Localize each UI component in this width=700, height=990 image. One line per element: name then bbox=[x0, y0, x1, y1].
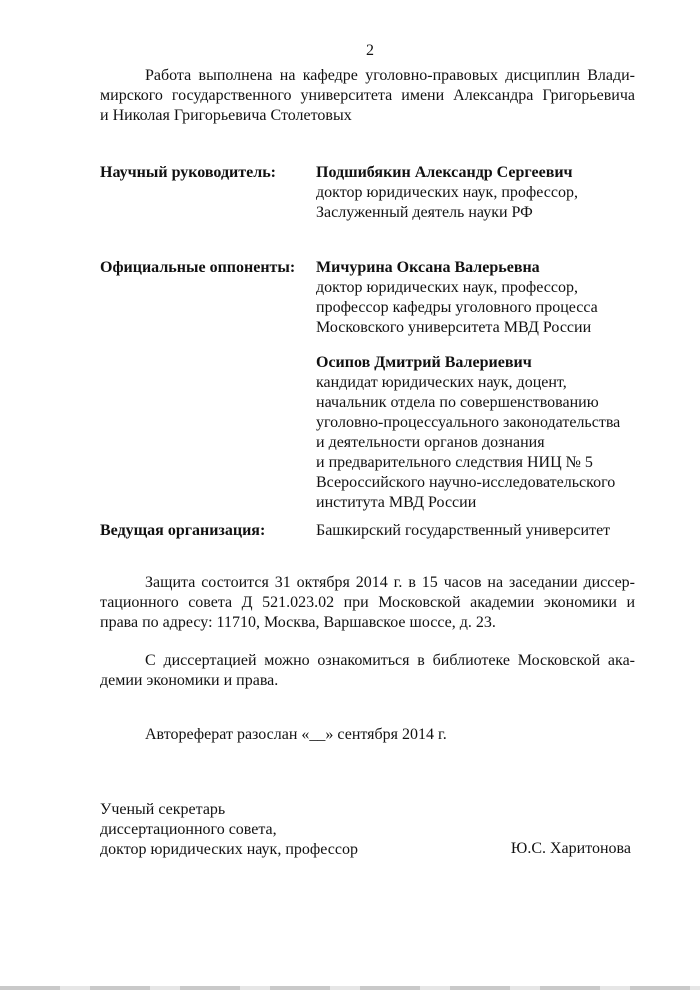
scan-edge-divider bbox=[0, 986, 700, 990]
distribution-line: Автореферат разослан «__» сентября 2014 г. bbox=[145, 726, 447, 743]
supervisor-block bbox=[316, 163, 646, 223]
defense-paragraph bbox=[100, 573, 635, 633]
opponent-detail: уголовно-процессуального законодательства bbox=[316, 414, 621, 431]
secretary-name: Ю.С. Харитонова bbox=[510, 840, 631, 857]
page-number: 2 bbox=[366, 42, 374, 59]
secretary-line: Ученый секретарь bbox=[100, 801, 226, 818]
opponent-detail: начальник отдела по совершенствованию bbox=[316, 394, 599, 411]
library-line: С диссертацией можно ознакомиться в библиотеке Московской ака- bbox=[145, 652, 635, 669]
opponent-detail: профессор кафедры уголовного процесса bbox=[316, 299, 598, 316]
intro-line: и Николая Григорьевича Столетовых bbox=[100, 107, 352, 124]
leading-org-name: Башкирский государственный университет bbox=[316, 522, 611, 539]
supervisor-detail: Заслуженный деятель науки РФ bbox=[316, 204, 533, 221]
intro-paragraph bbox=[100, 66, 635, 126]
defense-line: тационного совета Д 521.023.02 при Московской академии экономики и bbox=[100, 594, 635, 611]
opponent-detail: Всероссийского научно-исследовательского bbox=[316, 474, 616, 491]
opponents-label: Официальные оппоненты: bbox=[100, 259, 296, 276]
opponent-detail: института МВД России bbox=[316, 494, 477, 511]
secretary-block bbox=[100, 800, 358, 860]
defense-line: права по адресу: 11710, Москва, Варшавское шоссе, д. 23. bbox=[100, 614, 496, 631]
intro-line: Работа выполнена на кафедре уголовно-правовых дисциплин Влади- bbox=[145, 67, 635, 84]
library-line: демии экономики и права. bbox=[100, 672, 279, 689]
opponent-name: Осипов Дмитрий Валериевич bbox=[316, 354, 532, 371]
leading-org-block bbox=[316, 521, 646, 541]
distribution-paragraph bbox=[100, 725, 635, 745]
supervisor-label: Научный руководитель: bbox=[100, 164, 276, 181]
opponent-block bbox=[316, 258, 646, 338]
intro-line: мирского государственного университета имени Александра Григорьевича bbox=[100, 87, 635, 104]
opponent-detail: Московского университета МВД России bbox=[316, 319, 592, 336]
library-paragraph bbox=[100, 651, 635, 691]
opponent-name: Мичурина Оксана Валерьевна bbox=[316, 259, 540, 276]
supervisor-name: Подшибякин Александр Сергеевич bbox=[316, 164, 573, 181]
opponent-detail: и деятельности органов дознания bbox=[316, 434, 545, 451]
opponent-block bbox=[316, 353, 646, 513]
leading-org-label: Ведущая организация: bbox=[100, 522, 266, 539]
secretary-line: доктор юридических наук, профессор bbox=[100, 841, 358, 858]
supervisor-detail: доктор юридических наук, профессор, bbox=[316, 184, 578, 201]
secretary-line: диссертационного совета, bbox=[100, 821, 277, 838]
opponent-detail: и предварительного следствия НИЦ № 5 bbox=[316, 454, 593, 471]
opponent-detail: доктор юридических наук, профессор, bbox=[316, 279, 578, 296]
opponent-detail: кандидат юридических наук, доцент, bbox=[316, 374, 567, 391]
defense-line: Защита состоится 31 октября 2014 г. в 15 часов на заседании диссер- bbox=[145, 574, 635, 591]
